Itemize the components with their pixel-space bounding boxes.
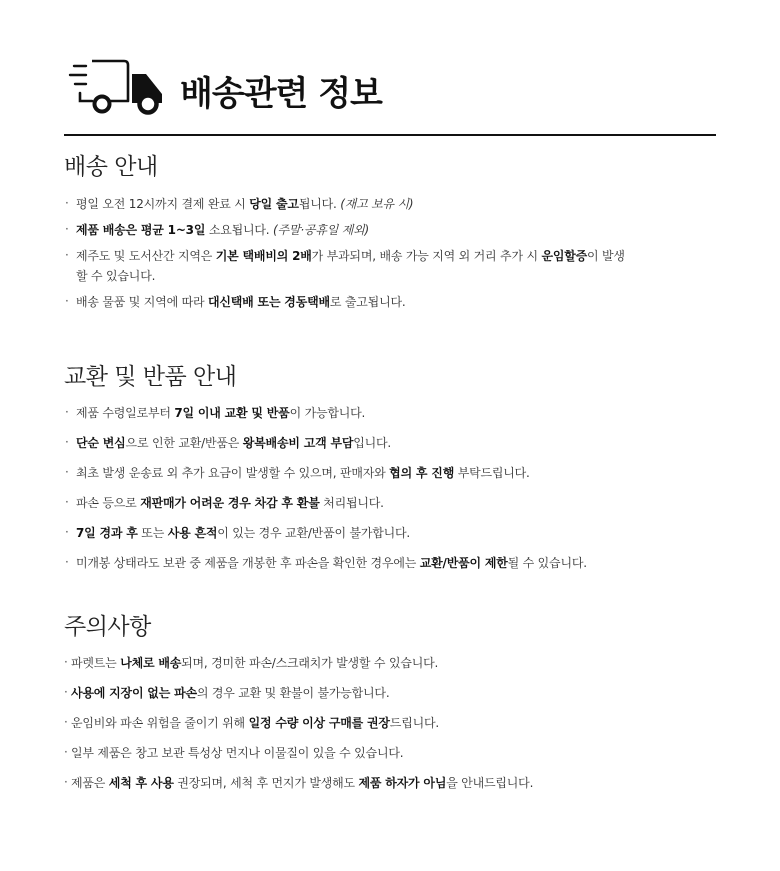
item-text: 의 경우 교환 및 환불이 불가능합니다. <box>196 686 390 700</box>
item-text: 드립니다. <box>389 716 439 730</box>
section-title: 배송 안내 <box>64 154 158 180</box>
emphasis-text: 사용에 지장이 없는 파손 <box>71 686 197 700</box>
list-item <box>64 683 724 703</box>
emphasis-text: 단순 변심 <box>76 436 126 450</box>
section-shipping-guide <box>64 152 724 318</box>
item-text: 이 가능합니다. <box>289 406 366 420</box>
list-item <box>64 493 724 513</box>
item-text: 부탁드립니다. <box>454 466 530 480</box>
note-text: (주말·공휴일 제외) <box>273 223 369 237</box>
list-item <box>64 553 724 573</box>
emphasis-text: 제품 배송은 평균 1~3일 <box>76 223 206 237</box>
section-list <box>64 403 724 573</box>
item-text: 이 발생할 수 있습니다. <box>76 249 625 283</box>
emphasis-text: 제품 하자가 아님 <box>358 776 447 790</box>
delivery-truck-icon <box>66 56 166 118</box>
item-text: 배송 물품 및 지역에 따라 <box>76 295 208 309</box>
item-text: 평일 오전 12시까지 결제 완료 시 <box>76 197 250 211</box>
emphasis-text: 세척 후 사용 <box>108 776 174 790</box>
emphasis-text: 교환/반품이 제한 <box>419 556 508 570</box>
item-text: 되며, 경미한 파손/스크래치가 발생할 수 있습니다. <box>181 656 439 670</box>
emphasis-text: 기본 택배비의 2배 <box>215 249 312 263</box>
item-text: 을 안내드립니다. <box>446 776 534 790</box>
item-text: 제주도 및 도서산간 지역은 <box>76 249 216 263</box>
list-item <box>64 292 634 312</box>
item-text: 파손 등으로 <box>76 496 141 510</box>
emphasis-text: 나체로 배송 <box>120 656 182 670</box>
emphasis-text: 당일 출고 <box>249 197 299 211</box>
section-title: 주의사항 <box>64 614 151 640</box>
item-text: 일부 제품은 창고 보관 특성상 먼지나 이물질이 있을 수 있습니다. <box>71 746 404 760</box>
item-text: 제품 수령일로부터 <box>76 406 175 420</box>
item-text: 으로 인한 교환/반품은 <box>125 436 243 450</box>
item-text: 처리됩니다. <box>319 496 384 510</box>
item-text: 이 있는 경우 교환/반품이 불가합니다. <box>217 526 411 540</box>
item-text: 파렛트는 <box>71 656 121 670</box>
section-list <box>64 653 724 793</box>
section-exchange-return <box>64 362 724 583</box>
emphasis-text: 일정 수량 이상 구매를 권장 <box>248 716 390 730</box>
emphasis-text: 운임할증 <box>541 249 588 263</box>
list-item <box>64 220 634 240</box>
emphasis-text: 재판매가 어려운 경우 차감 후 환불 <box>140 496 320 510</box>
item-text: 운임비와 파손 위험을 줄이기 위해 <box>71 716 249 730</box>
item-text: 또는 <box>137 526 168 540</box>
list-item <box>64 194 634 214</box>
emphasis-text: 7일 이내 교환 및 반품 <box>174 406 290 420</box>
emphasis-text: 사용 흔적 <box>167 526 218 540</box>
list-item <box>64 773 724 793</box>
header-divider <box>64 134 716 136</box>
list-item <box>64 653 724 673</box>
section-list <box>64 194 634 312</box>
section-precautions <box>64 612 724 803</box>
list-item <box>64 246 634 286</box>
item-text: 입니다. <box>353 436 392 450</box>
list-item <box>64 403 724 423</box>
item-text: 미개봉 상태라도 보관 중 제품을 개봉한 후 파손을 확인한 경우에는 <box>76 556 420 570</box>
emphasis-text: 대신택배 또는 경동택배 <box>208 295 330 309</box>
item-text: 가 부과되며, 배송 가능 지역 외 거리 추가 시 <box>311 249 542 263</box>
item-text: 제품은 <box>71 776 109 790</box>
list-item <box>64 743 724 763</box>
item-text: 권장되며, 세척 후 먼지가 발생해도 <box>173 776 359 790</box>
note-text: (재고 보유 시) <box>340 197 414 211</box>
list-item <box>64 463 724 483</box>
section-title: 교환 및 반품 안내 <box>64 364 237 390</box>
emphasis-text: 왕복배송비 고객 부담 <box>242 436 354 450</box>
item-text: 소요됩니다. <box>205 223 274 237</box>
list-item <box>64 523 724 543</box>
list-item <box>64 713 724 733</box>
item-text: 최초 발생 운송료 외 추가 요금이 발생할 수 있으며, 판매자와 <box>76 466 390 480</box>
item-text: 될 수 있습니다. <box>507 556 587 570</box>
item-text: 됩니다. <box>298 197 341 211</box>
emphasis-text: 7일 경과 후 <box>76 526 138 540</box>
emphasis-text: 협의 후 진행 <box>389 466 455 480</box>
list-item <box>64 433 724 453</box>
page-title: 배송관련 정보 <box>180 74 382 114</box>
header <box>66 56 716 136</box>
item-text: 로 출고됩니다. <box>329 295 406 309</box>
